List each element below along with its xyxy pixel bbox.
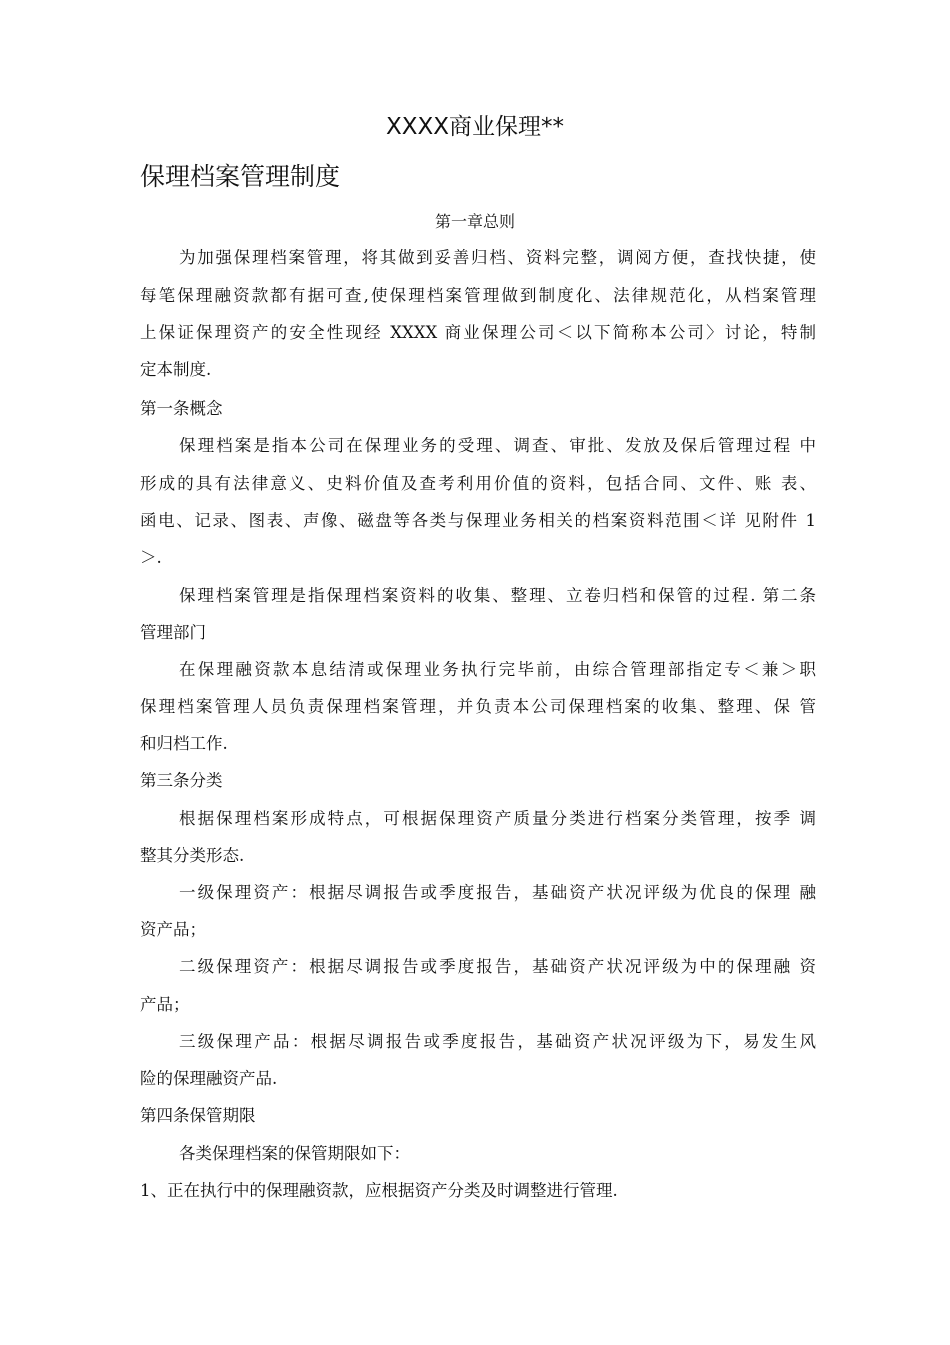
paragraph-line: 为加强保理档案管理，将其做到妥善归档、资料完整，调阅方便，查找快捷，使 — [179, 248, 816, 267]
paragraph-line: 每笔保理融资款都有据可查,使保理档案管理做到制度化、法律规范化，从档案管理 — [140, 286, 816, 305]
paragraph-line: 险的保理融资产品. — [140, 1069, 278, 1088]
paragraph-line: ＞. — [140, 548, 162, 567]
section-heading: 第四条保管期限 — [140, 1106, 256, 1125]
paragraph-line: 根据保理档案形成特点，可根据保理资产质量分类进行档案分类管理，按季 调 — [179, 809, 816, 828]
paragraph-line: 三级保理产品：根据尽调报告或季度报告，基础资产状况评级为下，易发生风 — [179, 1032, 816, 1051]
paragraph-line: 一级保理资产：根据尽调报告或季度报告，基础资产状况评级为优良的保理 融 — [179, 883, 816, 902]
paragraph-line: 保理档案管理人员负责保理档案管理，并负责本公司保理档案的收集、整理、保 管 — [140, 697, 816, 716]
paragraph-line: 整其分类形态. — [140, 846, 245, 865]
section-heading: 第三条分类 — [140, 771, 223, 790]
list-item: 1、正在执行中的保理融资款，应根据资产分类及时调整进行管理. — [140, 1181, 618, 1200]
paragraph-line: 在保理融资款本息结清或保理业务执行完毕前，由综合管理部指定专＜兼＞职 — [179, 660, 816, 679]
document-title: XXXX商业保理** — [385, 114, 565, 140]
paragraph-line: 和归档工作. — [140, 734, 228, 753]
paragraph-line: 资产品； — [140, 920, 206, 939]
paragraph-line: 上保证保理资产的安全性现经 XXXX 商业保理公司＜以下简称本公司〉讨论，特制 — [140, 323, 816, 342]
chapter-heading: 第一章总则 — [434, 212, 515, 231]
section-heading: 第一条概念 — [140, 399, 223, 418]
paragraph-line: 管理部门 — [140, 623, 206, 642]
paragraph-line: 形成的具有法律意义、史料价值及查考利用价值的资料，包括合同、文件、账 表、 — [140, 474, 816, 493]
document-subtitle: 保理档案管理制度 — [140, 162, 341, 191]
paragraph-line: 各类保理档案的保管期限如下： — [179, 1144, 410, 1163]
paragraph-line: 二级保理资产：根据尽调报告或季度报告，基础资产状况评级为中的保理融 资 — [179, 957, 816, 976]
paragraph-line: 保理档案是指本公司在保理业务的受理、调查、审批、发放及保后管理过程 中 — [179, 436, 816, 455]
paragraph-line: 产品； — [140, 995, 190, 1014]
paragraph-line: 函电、记录、图表、声像、磁盘等各类与保理业务相关的档案资料范围＜详 见附件 1 — [140, 511, 816, 530]
paragraph-line: 定本制度. — [140, 360, 212, 379]
paragraph-line: 保理档案管理是指保理档案资料的收集、整理、立卷归档和保管的过程. 第二条 — [179, 586, 816, 605]
